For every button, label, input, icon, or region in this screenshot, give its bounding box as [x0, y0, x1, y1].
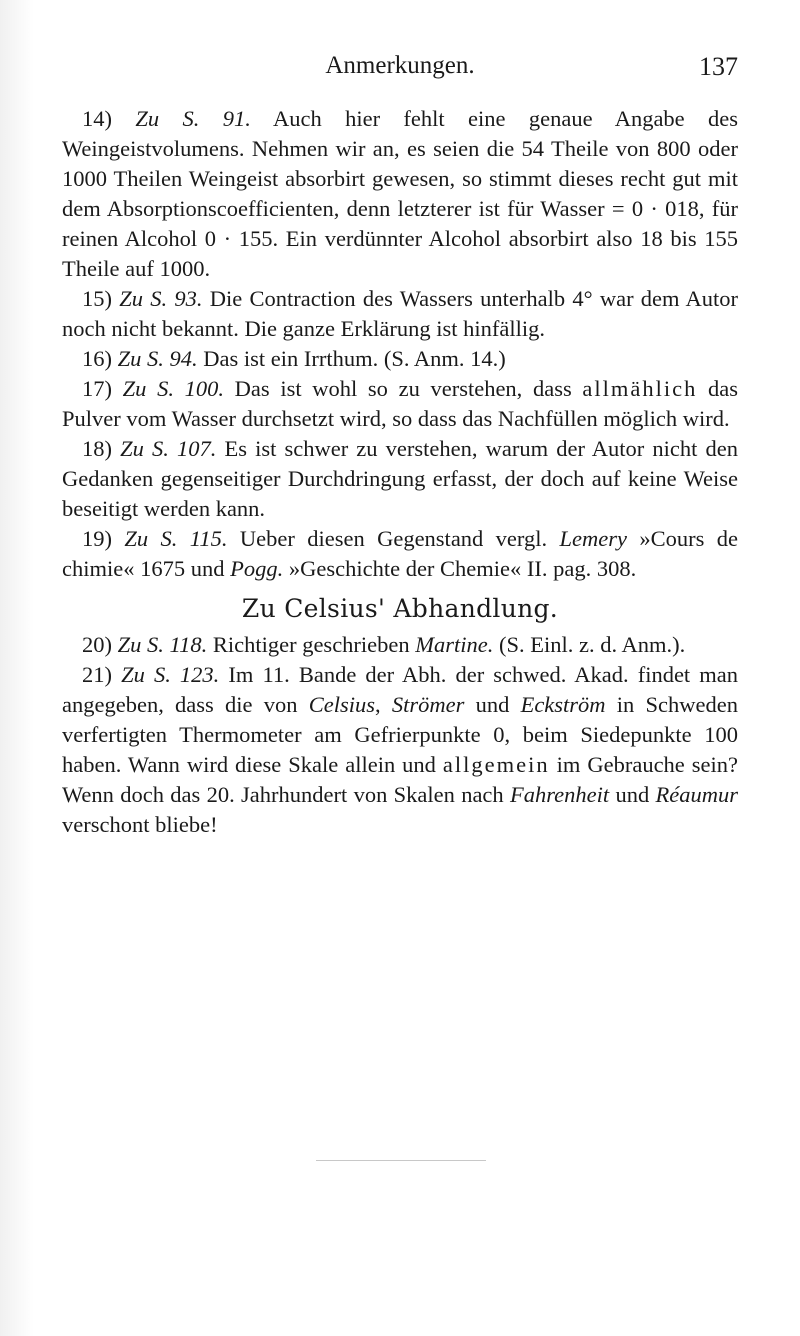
running-title: Anmerkungen.: [325, 52, 475, 79]
note-number: 20): [82, 632, 112, 657]
section-heading: Zu Celsius' Abhandlung.: [241, 594, 559, 623]
note-number: 21): [82, 662, 112, 687]
italic-name: Lemery: [559, 526, 627, 551]
note-text: »Geschichte der Chemie« II. pag. 308.: [283, 556, 637, 581]
page-number: 137: [699, 52, 738, 81]
page-header: [62, 52, 738, 88]
note-20: [62, 630, 738, 660]
note-text: »Cours de chimie« 1675 und: [62, 526, 739, 581]
note-reference: Zu S. 118.: [117, 632, 208, 657]
italic-name: Martine.: [415, 632, 494, 657]
note-text: Auch hier fehlt eine genaue Angabe des Weingeistvolumens. Nehmen wir an, es seien die 54 Theile von 800 oder 1000 Theilen Weingeist absorbirt gewesen, so stimmt dieses recht gut mit dem Absorptionscoefficienten, denn letzterer ist für Wasser = 0 · 018, für reinen Alcohol 0 · 155. Ein verdünnter Alcohol absorbirt also 18 bis 155 Theile auf 1000.: [62, 106, 739, 281]
note-number: 19): [82, 526, 112, 551]
italic-name: Eckström: [520, 692, 606, 717]
note-reference: Zu S. 123.: [121, 662, 220, 687]
footer-rule: [316, 1160, 486, 1161]
notes-list-2: [62, 630, 738, 840]
note-text: Die Contraction des Wassers unterhalb 4° war dem Autor noch nicht bekannt. Die ganze Erklärung ist hinfällig.: [62, 286, 739, 341]
note-text: Ueber diesen Gegenstand vergl.: [227, 526, 560, 551]
note-number: 18): [82, 436, 112, 461]
note-text: verschont bliebe!: [62, 812, 218, 837]
spaced-text: allgemein: [442, 752, 550, 777]
italic-name: Strömer: [391, 692, 465, 717]
body-text: [62, 104, 738, 840]
note-text: Im 11. Bande der Abh. der schwed. Akad. findet man angegeben, dass die von: [62, 662, 739, 717]
note-14: [62, 104, 738, 284]
note-21: [62, 660, 738, 840]
note-reference: Zu S. 100.: [122, 376, 225, 401]
note-number: 14): [82, 106, 112, 131]
note-18: [62, 434, 738, 524]
note-16: [62, 344, 738, 374]
note-reference: Zu S. 115.: [124, 526, 228, 551]
italic-name: Fahrenheit: [509, 782, 610, 807]
note-text: im Gebrauche sein? Wenn doch das 20. Jahrhundert von Skalen nach: [62, 752, 739, 807]
note-text: das Pulver vom Wasser durchsetzt wird, so dass das Nachfüllen möglich wird.: [62, 376, 739, 431]
note-number: 16): [82, 346, 112, 371]
note-number: 17): [82, 376, 112, 401]
note-text: (S. Einl. z. d. Anm.).: [493, 632, 686, 657]
note-text: Das ist wohl so zu verstehen, dass: [224, 376, 583, 401]
note-reference: Zu S. 94.: [117, 346, 198, 371]
note-number: 15): [82, 286, 112, 311]
note-text: und: [609, 782, 656, 807]
notes-list-1: [62, 104, 738, 584]
note-15: [62, 284, 738, 344]
note-text: Das ist ein Irrthum. (S. Anm. 14.): [197, 346, 506, 371]
italic-name: Réaumur: [655, 782, 739, 807]
note-text: in Schweden verfertigten Thermometer am Gefrierpunkte 0, beim Siedepunkte 100 haben. Wann wird diese Skale allein und: [62, 692, 738, 777]
scan-edge-shadow: [0, 0, 34, 1336]
note-text: Es ist schwer zu verstehen, warum der Autor nicht den Gedanken gegenseitiger Durchdringung erfasst, der doch auf keine Weise beseitigt werden kann.: [62, 436, 739, 521]
note-19: [62, 524, 738, 584]
note-text: Richtiger geschrieben: [207, 632, 416, 657]
spaced-text: allmählich: [582, 376, 698, 401]
note-17: [62, 374, 738, 434]
note-text: und: [464, 692, 521, 717]
note-reference: Zu S. 107.: [120, 436, 217, 461]
note-reference: Zu S. 91.: [135, 106, 251, 131]
italic-name: Celsius: [308, 692, 375, 717]
italic-name: Pogg.: [230, 556, 284, 581]
note-text: ,: [375, 692, 392, 717]
note-reference: Zu S. 93.: [119, 286, 203, 311]
